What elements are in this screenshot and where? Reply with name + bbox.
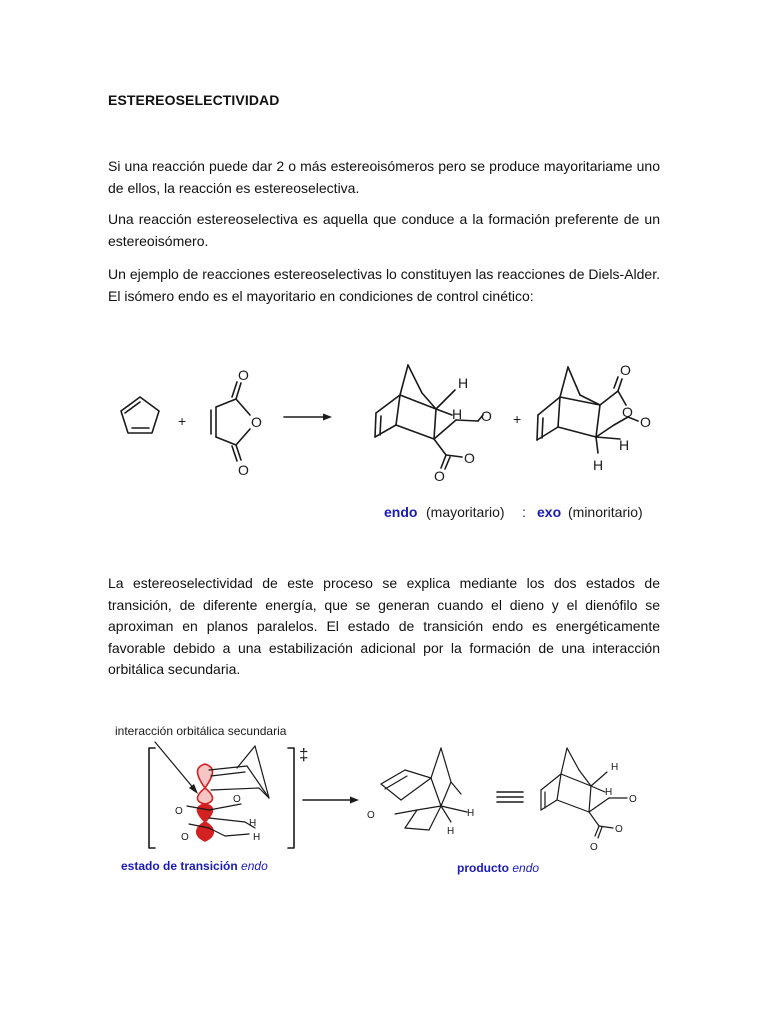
- atom-o-label: O: [590, 842, 598, 853]
- atom-o-label: O: [251, 414, 262, 430]
- atom-o-label: O: [367, 810, 375, 821]
- atom-o-label: O: [615, 824, 623, 835]
- transition-state-structure: [175, 746, 269, 843]
- transition-state-caption-endo: endo: [241, 859, 268, 873]
- plus-sign-2: +: [513, 411, 522, 427]
- diels-alder-reaction-figure: [100, 355, 670, 530]
- atom-h-label: H: [593, 457, 604, 473]
- atom-o-label: O: [481, 408, 492, 424]
- transition-state-symbol: ‡: [299, 745, 309, 764]
- caption-exo-note: (minoritario): [568, 504, 643, 520]
- paragraph-diels-alder: Un ejemplo de reacciones estereoselectivas lo constituyen las reacciones de Diels-Alder. El isómero endo es el mayoritario en condiciones de control cinético:: [108, 266, 660, 304]
- caption-endo-note: (mayoritario): [426, 504, 505, 520]
- orbital-interaction-label: interacción orbitálica secundaria: [115, 724, 287, 738]
- transition-state-caption-text: estado de transición: [121, 859, 238, 873]
- atom-h-label: H: [611, 762, 619, 773]
- paragraph-definition: Si una reacción puede dar 2 o más estereoisómeros pero se produce mayoritariame uno de ellos, la reacción es estereoselectiva.: [108, 158, 660, 196]
- atom-h-label: H: [253, 832, 261, 843]
- paragraph-transition-states: La estereoselectividad de este proceso se explica mediante los dos estados de transición, de diferente energía, que se generan cuando el dieno y el dienófilo se aproximan en planos paralelos. El estado de transición endo es energéticamente favorable debido a una estabilización adicional por la formación de una interacción orbitálica secundaria.: [108, 575, 660, 677]
- maleic-anhydride-structure: [211, 367, 262, 478]
- atom-o-label: O: [434, 468, 445, 484]
- product-caption-text: producto: [457, 861, 509, 875]
- intermediate-structure: [367, 748, 474, 837]
- atom-h-label: H: [452, 406, 463, 422]
- paragraph-stereoselective: Una reacción estereoselectiva es aquella que conduce a la formación preferente de un estereoisómero.: [108, 211, 660, 249]
- atom-h-label: H: [619, 437, 630, 453]
- atom-o-label: O: [622, 404, 633, 420]
- transition-state-caption: [121, 859, 268, 873]
- caption-exo: exo: [537, 504, 562, 520]
- product-caption-endo: endo: [512, 861, 540, 875]
- atom-o-label: O: [640, 414, 651, 430]
- atom-o-label: O: [175, 806, 183, 817]
- atom-o-label: O: [464, 450, 475, 466]
- ts-reaction-arrow: [303, 797, 359, 804]
- product-caption: [457, 861, 539, 875]
- atom-o-label: O: [629, 794, 637, 805]
- caption-endo: endo: [384, 504, 418, 520]
- atom-h-label: H: [458, 375, 469, 391]
- page-title: ESTEREOSELECTIVIDAD: [108, 92, 280, 108]
- transition-state-bracket: [149, 745, 308, 848]
- endo-product-small-structure: [541, 748, 637, 853]
- plus-sign-1: +: [178, 413, 187, 429]
- equivalence-sign: [497, 792, 523, 802]
- atom-h-label: H: [447, 826, 455, 837]
- atom-o-label: O: [620, 362, 631, 378]
- caption-separator: :: [522, 504, 526, 520]
- atom-o-label: O: [181, 832, 189, 843]
- atom-o-label: O: [233, 794, 241, 805]
- atom-h-label: H: [467, 808, 475, 819]
- endo-exo-caption: [384, 504, 643, 520]
- endo-product-structure: [375, 365, 492, 484]
- atom-o-label: O: [238, 462, 249, 478]
- exo-product-structure: [537, 362, 651, 473]
- orbital-pointer-arrowhead: [189, 784, 198, 794]
- reaction-arrow: [284, 414, 332, 421]
- cyclopentadiene-structure: [121, 397, 159, 433]
- atom-o-label: O: [238, 367, 249, 383]
- atom-h-label: H: [605, 787, 613, 798]
- atom-h-label: H: [249, 818, 257, 829]
- transition-state-figure: [105, 718, 665, 883]
